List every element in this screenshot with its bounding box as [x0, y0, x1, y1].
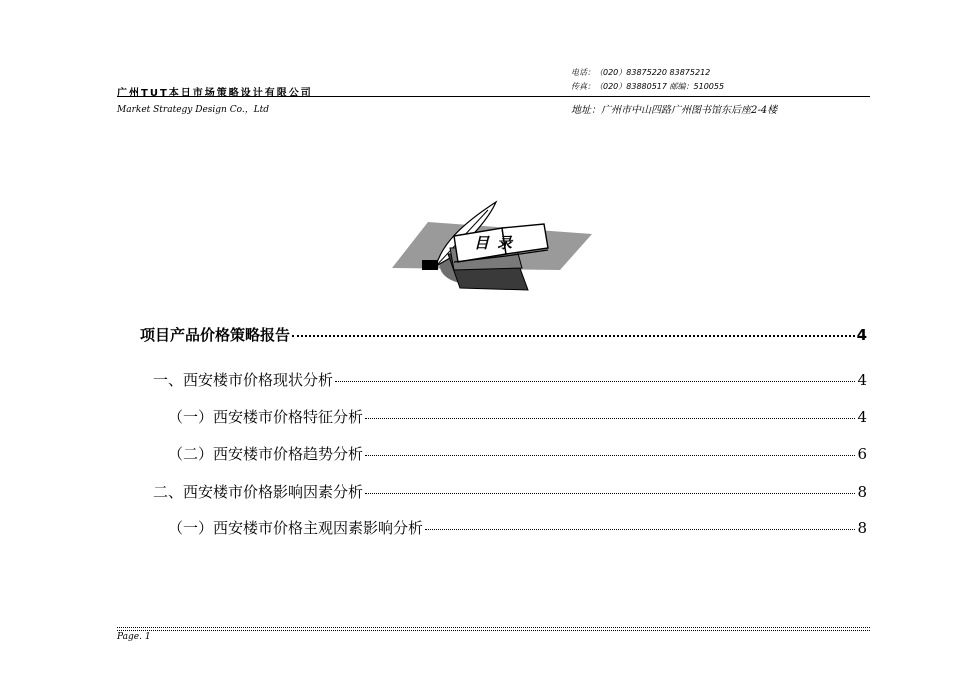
toc-entry[interactable]	[153, 481, 867, 505]
company-name-en: Market Strategy Design Co.，Ltd	[117, 105, 270, 115]
header-fax: 传真：（020）83880517 邮编：510055	[571, 82, 725, 91]
page-number-label: Page. 1	[117, 632, 151, 642]
toc-entry[interactable]	[168, 406, 867, 430]
toc-entry[interactable]	[168, 443, 867, 467]
toc-leader-dots	[365, 493, 855, 494]
toc-entry-title: 二、西安楼市价格影响因素分析	[153, 483, 364, 501]
footer-divider	[117, 627, 870, 628]
toc-leader-dots	[365, 418, 855, 419]
logo-text: 目录	[474, 234, 521, 252]
toc-leader-dots	[292, 335, 855, 337]
toc-entry[interactable]	[168, 517, 867, 541]
toc-entry[interactable]	[153, 369, 867, 393]
footer-divider	[117, 630, 870, 631]
company-name-cn: 广州TUT本日市场策略设计有限公司	[117, 88, 313, 99]
toc-entry-page: 4	[857, 371, 867, 389]
toc-entry-title: （一）西安楼市价格主观因素影响分析	[168, 519, 424, 537]
toc-entry-title: 项目产品价格策略报告	[140, 326, 291, 344]
header-divider	[117, 96, 870, 97]
toc-entry-title: 一、西安楼市价格现状分析	[153, 371, 334, 389]
toc-entry-page: 6	[857, 445, 867, 463]
toc-entry-title: （二）西安楼市价格趋势分析	[168, 445, 364, 463]
header-phone: 电话：（020）83875220 83875212	[571, 68, 711, 77]
toc-entry-page: 8	[857, 519, 867, 537]
header-address: 地址：广州市中山四路广州图书馆东后座2-4楼	[571, 105, 778, 116]
toc-leader-dots	[365, 455, 855, 456]
toc-leader-dots	[425, 529, 855, 530]
book-quill-icon	[388, 196, 596, 300]
toc-entry-page: 8	[857, 483, 867, 501]
toc-entry-main[interactable]	[140, 324, 867, 348]
toc-entry-page: 4	[857, 408, 867, 426]
toc-entry-page: 4	[856, 326, 867, 344]
toc-entry-title: （一）西安楼市价格特征分析	[168, 408, 364, 426]
toc-leader-dots	[335, 381, 855, 382]
